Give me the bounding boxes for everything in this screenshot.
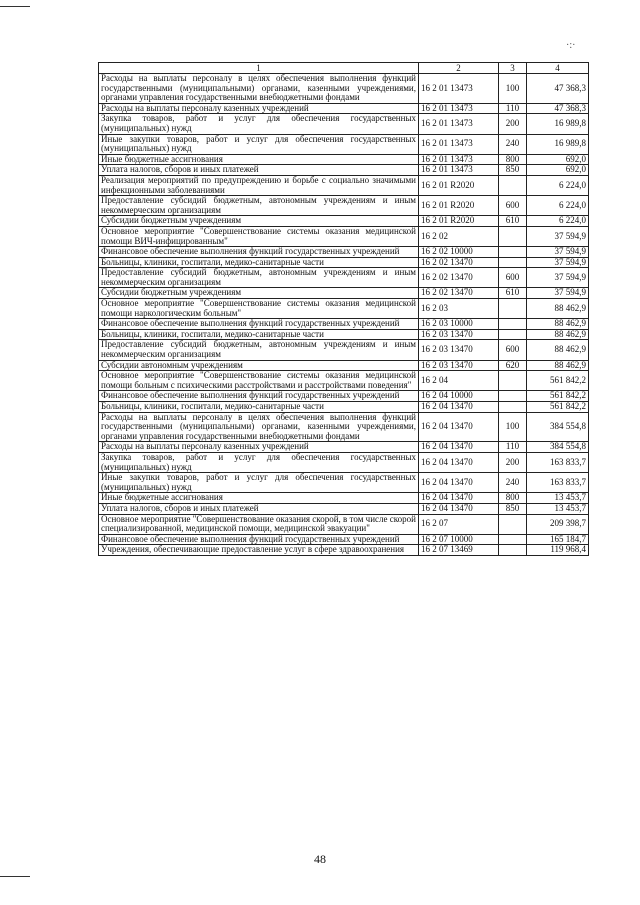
- row-name: Уплата налогов, сборов и иных платежей: [99, 503, 419, 514]
- row-vr-code: [499, 175, 527, 195]
- row-vr-code: 200: [499, 114, 527, 134]
- table-row: [99, 545, 589, 556]
- table-row: [99, 493, 589, 504]
- header-col-2: 2: [419, 63, 499, 74]
- table-body: [99, 74, 589, 556]
- row-name: Закупка товаров, работ и услуг для обеспечения государственных (муниципальных) нужд: [99, 114, 419, 134]
- row-amount: 47 368,3: [527, 74, 589, 104]
- row-name: Расходы на выплаты персоналу казенных учреждений: [99, 103, 419, 114]
- row-amount: 561 842,2: [527, 402, 589, 413]
- row-amount: 47 368,3: [527, 103, 589, 114]
- row-csr-code: 16 2 04 13470: [419, 452, 499, 472]
- row-csr-code: 16 2 07 10000: [419, 534, 499, 545]
- table-row: [99, 514, 589, 534]
- row-vr-code: [499, 329, 527, 340]
- row-amount: 119 968,4: [527, 545, 589, 556]
- row-vr-code: 850: [499, 165, 527, 176]
- table-row: [99, 391, 589, 402]
- row-vr-code: 800: [499, 154, 527, 165]
- table-row: [99, 247, 589, 258]
- table-row: [99, 114, 589, 134]
- row-vr-code: [499, 247, 527, 258]
- row-csr-code: 16 2 03 10000: [419, 319, 499, 330]
- row-csr-code: 16 2 01 13473: [419, 154, 499, 165]
- row-csr-code: 16 2 03: [419, 299, 499, 319]
- table-header-row: [99, 63, 589, 74]
- row-vr-code: [499, 402, 527, 413]
- row-csr-code: 16 2 01 R2020: [419, 175, 499, 195]
- row-amount: 692,0: [527, 154, 589, 165]
- row-name: Иные бюджетные ассигнования: [99, 154, 419, 165]
- row-vr-code: 240: [499, 473, 527, 493]
- table-row: [99, 226, 589, 246]
- row-csr-code: 16 2 02 13470: [419, 288, 499, 299]
- row-csr-code: 16 2 04 13470: [419, 412, 499, 442]
- row-name: Субсидии автономным учреждениям: [99, 360, 419, 371]
- row-vr-code: [499, 391, 527, 402]
- row-amount: 16 989,8: [527, 114, 589, 134]
- row-amount: 163 833,7: [527, 452, 589, 472]
- header-col-3: 3: [499, 63, 527, 74]
- table-row: [99, 299, 589, 319]
- row-csr-code: 16 2 04 13470: [419, 442, 499, 453]
- row-csr-code: 16 2 07: [419, 514, 499, 534]
- row-vr-code: 110: [499, 442, 527, 453]
- row-name: Больницы, клиники, госпитали, медико-санитарные части: [99, 257, 419, 268]
- table-row: [99, 288, 589, 299]
- row-amount: 37 594,9: [527, 257, 589, 268]
- row-name: Предоставление субсидий бюджетным, автономным учреждениям и иным некоммерческим организациям: [99, 340, 419, 360]
- table-row: [99, 134, 589, 154]
- table-row: [99, 442, 589, 453]
- header-col-1: 1: [99, 63, 419, 74]
- scan-edge-mark-bottom: [0, 876, 30, 877]
- row-amount: 13 453,7: [527, 493, 589, 504]
- row-amount: 88 462,9: [527, 360, 589, 371]
- row-name: Расходы на выплаты персоналу в целях обеспечения выполнения функций государственными (муниципальными) органами, казенными учреждениями, органами управления государственными внебюджетными фондами: [99, 412, 419, 442]
- table-row: [99, 165, 589, 176]
- row-vr-code: 600: [499, 268, 527, 288]
- table-row: [99, 196, 589, 216]
- row-name: Субсидии бюджетным учреждениям: [99, 288, 419, 299]
- row-name: Расходы на выплаты персоналу казенных учреждений: [99, 442, 419, 453]
- row-csr-code: 16 2 04 13470: [419, 402, 499, 413]
- table-row: [99, 371, 589, 391]
- row-vr-code: [499, 371, 527, 391]
- row-csr-code: 16 2 01 13473: [419, 165, 499, 176]
- page-number: 48: [314, 852, 326, 866]
- row-csr-code: 16 2 01 13473: [419, 134, 499, 154]
- scan-speck: ·:·: [566, 40, 576, 51]
- row-amount: 13 453,7: [527, 503, 589, 514]
- row-csr-code: 16 2 07 13469: [419, 545, 499, 556]
- row-name: Иные закупки товаров, работ и услуг для обеспечения государственных (муниципальных) нужд: [99, 473, 419, 493]
- row-amount: 37 594,9: [527, 288, 589, 299]
- row-csr-code: 16 2 01 13473: [419, 103, 499, 114]
- row-vr-code: 600: [499, 340, 527, 360]
- row-amount: 37 594,9: [527, 268, 589, 288]
- row-amount: 88 462,9: [527, 319, 589, 330]
- row-name: Реализация мероприятий по предупреждению и борьбе с социально значимыми инфекционными заболеваниями: [99, 175, 419, 195]
- row-csr-code: 16 2 03 13470: [419, 340, 499, 360]
- row-csr-code: 16 2 02 13470: [419, 268, 499, 288]
- row-amount: 561 842,2: [527, 371, 589, 391]
- row-amount: 37 594,9: [527, 247, 589, 258]
- row-vr-code: 200: [499, 452, 527, 472]
- row-csr-code: 16 2 04: [419, 371, 499, 391]
- row-name: Основное мероприятие "Совершенствование системы оказания медицинской помощи больным с психическими расстройствами и расстройствами поведения": [99, 371, 419, 391]
- row-amount: 6 224,0: [527, 175, 589, 195]
- row-vr-code: [499, 257, 527, 268]
- table-row: [99, 473, 589, 493]
- row-name: Больницы, клиники, госпитали, медико-санитарные части: [99, 329, 419, 340]
- header-col-4: 4: [527, 63, 589, 74]
- row-csr-code: 16 2 02: [419, 226, 499, 246]
- row-vr-code: [499, 299, 527, 319]
- row-vr-code: 110: [499, 103, 527, 114]
- row-csr-code: 16 2 01 R2020: [419, 196, 499, 216]
- row-name: Основное мероприятие "Совершенствование системы оказания медицинской помощи ВИЧ-инфицированным": [99, 226, 419, 246]
- row-vr-code: 620: [499, 360, 527, 371]
- table-row: [99, 503, 589, 514]
- table-row: [99, 329, 589, 340]
- row-name: Иные бюджетные ассигнования: [99, 493, 419, 504]
- row-vr-code: 610: [499, 216, 527, 227]
- row-csr-code: 16 2 03 13470: [419, 360, 499, 371]
- row-vr-code: [499, 534, 527, 545]
- row-amount: 384 554,8: [527, 442, 589, 453]
- row-csr-code: 16 2 02 13470: [419, 257, 499, 268]
- row-amount: 165 184,7: [527, 534, 589, 545]
- row-vr-code: [499, 545, 527, 556]
- table-row: [99, 103, 589, 114]
- table-row: [99, 74, 589, 104]
- table-row: [99, 175, 589, 195]
- row-amount: 88 462,9: [527, 329, 589, 340]
- row-amount: 37 594,9: [527, 226, 589, 246]
- table-row: [99, 319, 589, 330]
- row-name: Учреждения, обеспечивающие предоставление услуг в сфере здравоохранения: [99, 545, 419, 556]
- row-name: Закупка товаров, работ и услуг для обеспечения государственных (муниципальных) нужд: [99, 452, 419, 472]
- row-name: Расходы на выплаты персоналу в целях обеспечения выполнения функций государственными (муниципальными) органами, казенными учреждениями, органами управления государственными внебюджетными фондами: [99, 74, 419, 104]
- row-amount: 88 462,9: [527, 299, 589, 319]
- row-name: Финансовое обеспечение выполнения функций государственных учреждений: [99, 319, 419, 330]
- row-vr-code: 610: [499, 288, 527, 299]
- row-amount: 561 842,2: [527, 391, 589, 402]
- row-amount: 163 833,7: [527, 473, 589, 493]
- row-csr-code: 16 2 04 13470: [419, 493, 499, 504]
- row-vr-code: 850: [499, 503, 527, 514]
- row-name: Иные закупки товаров, работ и услуг для обеспечения государственных (муниципальных) нужд: [99, 134, 419, 154]
- row-csr-code: 16 2 04 13470: [419, 503, 499, 514]
- row-amount: 6 224,0: [527, 196, 589, 216]
- row-csr-code: 16 2 02 10000: [419, 247, 499, 258]
- row-name: Финансовое обеспечение выполнения функций государственных учреждений: [99, 247, 419, 258]
- table-row: [99, 340, 589, 360]
- row-vr-code: [499, 514, 527, 534]
- row-name: Основное мероприятие "Совершенствование системы оказания медицинской помощи наркологическим больным": [99, 299, 419, 319]
- table-row: [99, 412, 589, 442]
- row-name: Предоставление субсидий бюджетным, автономным учреждениям и иным некоммерческим организациям: [99, 268, 419, 288]
- budget-table: [98, 62, 589, 556]
- row-name: Больницы, клиники, госпитали, медико-санитарные части: [99, 402, 419, 413]
- table-row: [99, 534, 589, 545]
- row-amount: 16 989,8: [527, 134, 589, 154]
- row-name: Основное мероприятие "Совершенствование оказания скорой, в том числе скорой специализированной, медицинской помощи, медицинской эвакуации": [99, 514, 419, 534]
- row-vr-code: 240: [499, 134, 527, 154]
- table-row: [99, 257, 589, 268]
- row-csr-code: 16 2 01 13473: [419, 74, 499, 104]
- row-amount: 692,0: [527, 165, 589, 176]
- row-csr-code: 16 2 01 13473: [419, 114, 499, 134]
- row-vr-code: 100: [499, 412, 527, 442]
- row-vr-code: 800: [499, 493, 527, 504]
- row-vr-code: 100: [499, 74, 527, 104]
- row-name: Предоставление субсидий бюджетным, автономным учреждениям и иным некоммерческим организациям: [99, 196, 419, 216]
- row-name: Уплата налогов, сборов и иных платежей: [99, 165, 419, 176]
- row-name: Финансовое обеспечение выполнения функций государственных учреждений: [99, 391, 419, 402]
- row-amount: 209 398,7: [527, 514, 589, 534]
- table-row: [99, 402, 589, 413]
- table-row: [99, 154, 589, 165]
- table-row: [99, 360, 589, 371]
- row-name: Субсидии бюджетным учреждениям: [99, 216, 419, 227]
- row-csr-code: 16 2 01 R2020: [419, 216, 499, 227]
- row-csr-code: 16 2 04 10000: [419, 391, 499, 402]
- row-vr-code: 600: [499, 196, 527, 216]
- table-row: [99, 452, 589, 472]
- row-amount: 384 554,8: [527, 412, 589, 442]
- row-name: Финансовое обеспечение выполнения функций государственных учреждений: [99, 534, 419, 545]
- table-row: [99, 268, 589, 288]
- table-row: [99, 216, 589, 227]
- row-csr-code: 16 2 03 13470: [419, 329, 499, 340]
- row-vr-code: [499, 226, 527, 246]
- row-vr-code: [499, 319, 527, 330]
- row-amount: 88 462,9: [527, 340, 589, 360]
- row-amount: 6 224,0: [527, 216, 589, 227]
- scan-edge-mark-top: [0, 6, 30, 7]
- row-csr-code: 16 2 04 13470: [419, 473, 499, 493]
